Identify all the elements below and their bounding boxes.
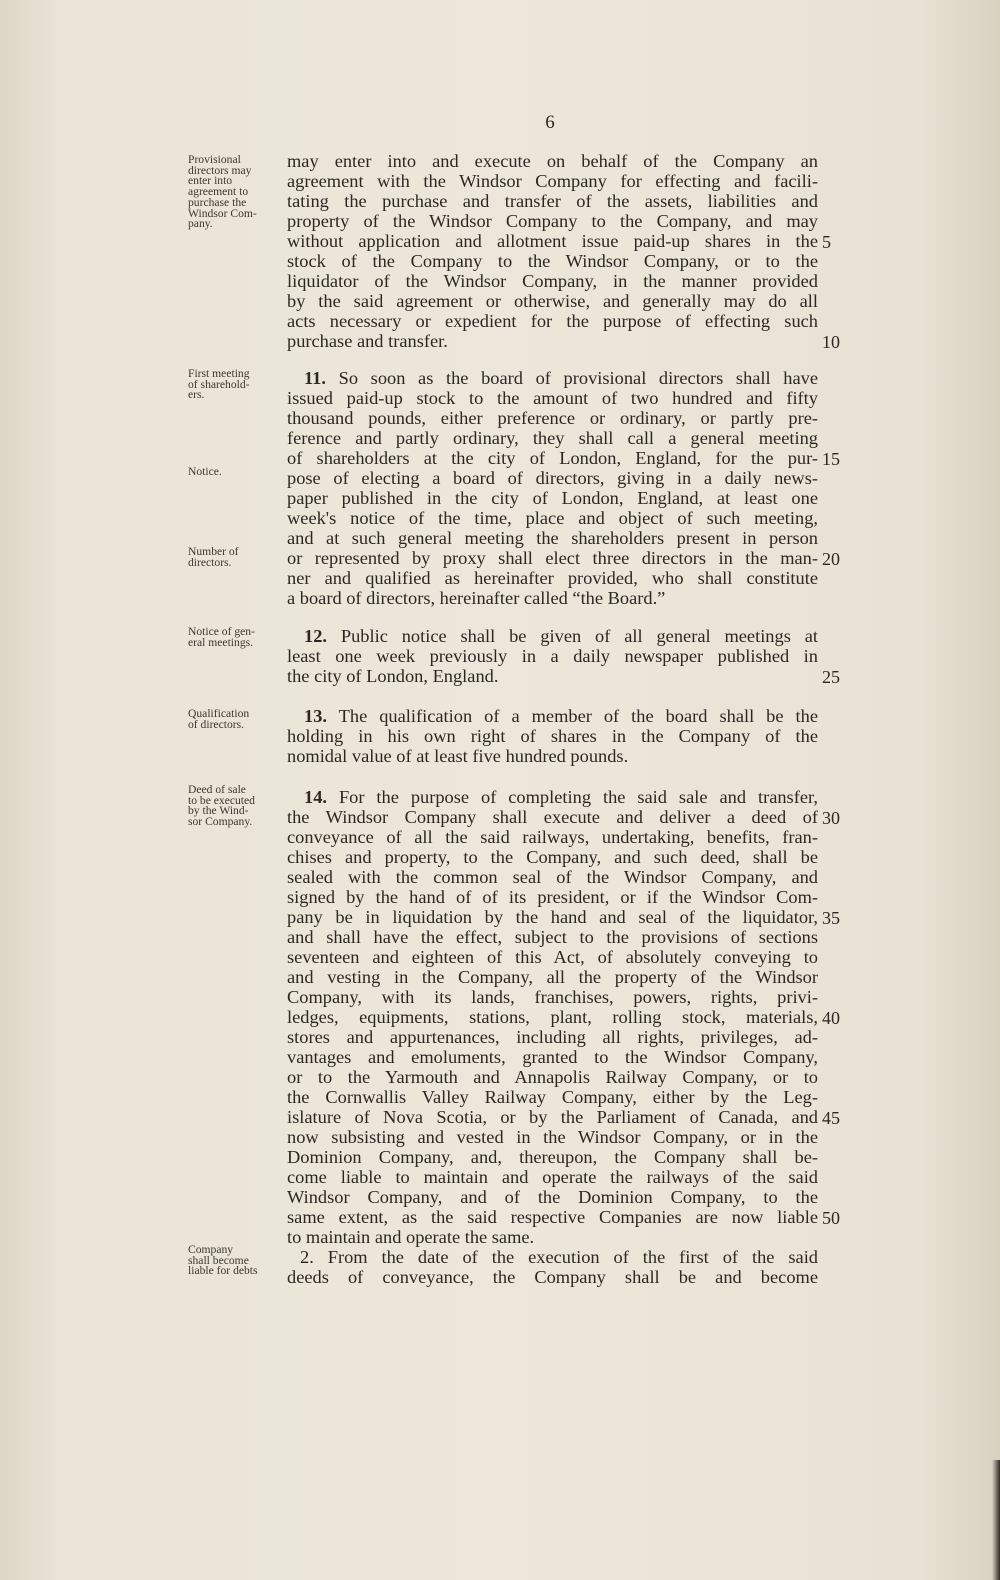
margin-note-line: pany. [188, 217, 213, 231]
body-line: signed by the hand of of its president, or if the Windsor Com- [287, 887, 818, 907]
page-number: 6 [545, 112, 555, 133]
body-line: Windsor Company, and of the Dominion Company, to the [287, 1187, 818, 1207]
page-edge-shadow [992, 1460, 1000, 1580]
body-line: may enter into and execute on behalf of the Company an [287, 151, 818, 171]
body-line: the city of London, England. [287, 666, 499, 686]
body-line: deeds of conveyance, the Company shall be and become [287, 1267, 818, 1287]
margin-note-line: ers. [188, 388, 205, 402]
body-line: or to the Yarmouth and Annapolis Railway Company, or to [287, 1067, 818, 1087]
body-line: and at such general meeting the shareholders present in person [287, 528, 818, 548]
line-number: 40 [822, 1008, 840, 1028]
body-line: seventeen and eighteen of this Act, of absolutely conveying to [287, 947, 818, 967]
body-line: without application and allotment issue paid-up shares in the [287, 231, 818, 251]
body-line: islature of Nova Scotia, or by the Parliament of Canada, and [287, 1107, 818, 1127]
margin-note-general-meetings [188, 627, 280, 648]
margin-note-line: Qualification [188, 707, 250, 720]
body-line: and vesting in the Company, all the property of the Windsor [287, 967, 818, 987]
margin-note-line: Notice. [188, 465, 222, 478]
margin-note-line: purchase the [188, 195, 247, 209]
body-line: nomidal value of at least five hundred pounds. [287, 746, 629, 766]
section-13-heading-line: 13. The qualification of a member of the board shall be the [304, 706, 818, 726]
margin-note-line: directors may [188, 163, 252, 177]
line-number: 25 [822, 667, 840, 687]
section-number: 11. [304, 368, 326, 388]
margin-note-line: of directors. [188, 717, 245, 731]
margin-note-line: Company [188, 1243, 234, 1256]
line-number: 45 [822, 1108, 840, 1128]
line-number: 50 [822, 1208, 840, 1228]
margin-note-line: Provisional [188, 153, 241, 166]
section-number: 12. [304, 626, 327, 646]
margin-note-line: Windsor Com- [188, 206, 257, 220]
body-line: the Cornwallis Valley Railway Company, either by the Leg- [287, 1087, 818, 1107]
body-line: to maintain and operate the same. [287, 1227, 535, 1247]
body-line: purchase and transfer. [287, 331, 448, 351]
body-line: come liable to maintain and operate the railways of the said [287, 1167, 818, 1187]
margin-note-line: Deed of sale [188, 783, 246, 796]
body-line: ner and qualified as hereinafter provided, who shall constitute [287, 568, 818, 588]
body-line: conveyance of all the said railways, undertaking, benefits, fran- [287, 827, 818, 847]
body-line: holding in his own right of shares in the Company of the [287, 726, 818, 746]
body-line: Company, with its lands, franchises, powers, rights, privi- [287, 987, 818, 1007]
body-line: now subsisting and vested in the Windsor Company, or in the [287, 1127, 818, 1147]
body-line: stores and appurtenances, including all rights, privileges, ad- [287, 1027, 818, 1047]
line-number: 10 [822, 332, 840, 352]
body-line: property of the Windsor Company to the Company, and may [287, 211, 818, 231]
body-line: pose of electing a board of directors, giving in a daily news- [287, 468, 818, 488]
line-number: 20 [822, 549, 840, 569]
margin-note-provisional-directors [188, 155, 280, 230]
margin-note-line: of sharehold- [188, 377, 250, 391]
line-number: 5 [822, 232, 831, 252]
margin-note-notice [188, 467, 280, 478]
body-line: paper published in the city of London, England, at least one [287, 488, 818, 508]
body-line: pany be in liquidation by the hand and seal of the liquidator, [287, 907, 818, 927]
margin-note-line: eral meetings. [188, 635, 254, 649]
margin-note-line: directors. [188, 555, 232, 569]
line-number: 35 [822, 908, 840, 928]
section-14-heading-line: 14. For the purpose of completing the said sale and transfer, [304, 787, 818, 807]
section-12-heading-line: 12. Public notice shall be given of all general meetings at [304, 626, 818, 646]
margin-note-qualification [188, 709, 280, 730]
body-line: issued paid-up stock to the amount of two hundred and fifty [287, 388, 818, 408]
section-number: 13. [304, 706, 327, 726]
body-line: a board of directors, hereinafter called “the Board.” [287, 588, 666, 608]
subsection-2-line: 2. From the date of the execution of the first of the said [300, 1247, 818, 1267]
margin-note-line: shall become [188, 1253, 249, 1267]
margin-note-line: to be executed [188, 793, 255, 807]
body-line: vantages and emoluments, granted to the Windsor Company, [287, 1047, 818, 1067]
body-line: stock of the Company to the Windsor Company, or to the [287, 251, 818, 271]
body-line: the Windsor Company shall execute and deliver a deed of [287, 807, 818, 827]
body-line: sealed with the common seal of the Windsor Company, and [287, 867, 818, 887]
body-line: chises and property, to the Company, and such deed, shall be [287, 847, 818, 867]
margin-note-line: First meeting [188, 367, 250, 380]
margin-note-line: agreement to [188, 185, 249, 199]
margin-note-first-meeting [188, 369, 280, 401]
body-line: Dominion Company, and, thereupon, the Company shall be- [287, 1147, 818, 1167]
section-number: 14. [304, 787, 327, 807]
margin-note-number-of-directors [188, 547, 280, 568]
body-line: week's notice of the time, place and object of such meeting, [287, 508, 818, 528]
body-line: acts necessary or expedient for the purpose of effecting such [287, 311, 818, 331]
margin-note-line: by the Wind- [188, 804, 249, 818]
margin-note-line: sor Company. [188, 815, 253, 829]
body-line: tating the purchase and transfer of the assets, liabilities and [287, 191, 818, 211]
body-line: ference and partly ordinary, they shall call a general meeting [287, 428, 818, 448]
margin-note-line: enter into [188, 174, 233, 188]
body-line: least one week previously in a daily newspaper published in [287, 646, 818, 666]
margin-note-line: Notice of gen- [188, 625, 255, 638]
body-line: same extent, as the said respective Companies are now liable [287, 1207, 818, 1227]
body-line: thousand pounds, either preference or ordinary, or partly pre- [287, 408, 818, 428]
margin-note-line: Number of [188, 545, 239, 558]
margin-note-line: liable for debts [188, 1264, 258, 1278]
body-line: of shareholders at the city of London, England, for the pur- [287, 448, 818, 468]
body-line: ledges, equipments, stations, plant, rolling stock, materials, [287, 1007, 818, 1027]
body-line: by the said agreement or otherwise, and generally may do all [287, 291, 818, 311]
body-line: and shall have the effect, subject to the provisions of sections [287, 927, 818, 947]
body-line: agreement with the Windsor Company for effecting and facili- [287, 171, 818, 191]
body-line: or represented by proxy shall elect three directors in the man- [287, 548, 818, 568]
margin-note-deed-of-sale [188, 785, 280, 828]
body-line: liquidator of the Windsor Company, in the manner provided [287, 271, 818, 291]
line-number: 15 [822, 449, 840, 469]
line-number: 30 [822, 808, 840, 828]
section-11-heading-line: 11. So soon as the board of provisional directors shall have [304, 368, 818, 388]
margin-note-company-liable [188, 1245, 280, 1277]
